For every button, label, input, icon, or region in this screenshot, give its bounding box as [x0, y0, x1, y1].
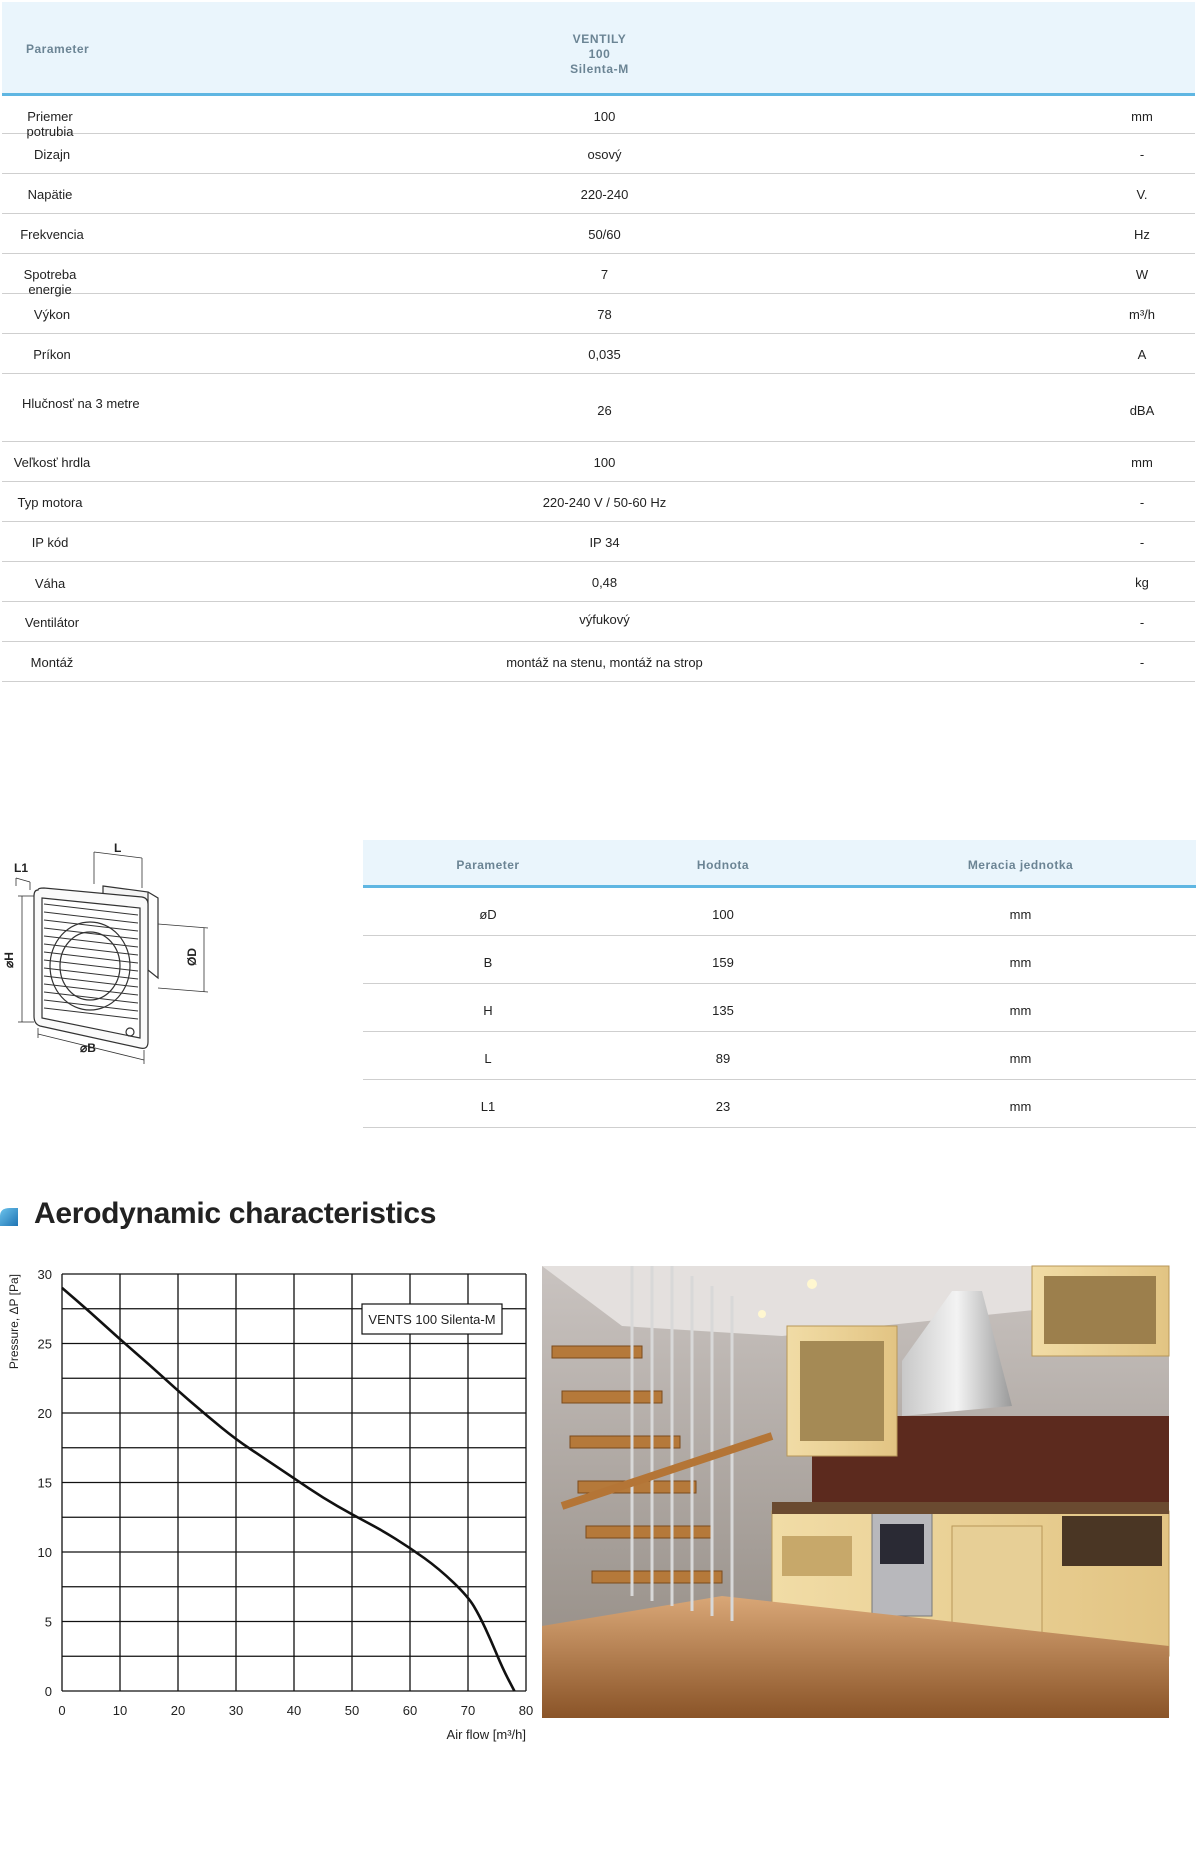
- y-axis-label: Pressure, ΔP [Pa]: [7, 1274, 21, 1370]
- x-tick-label: 0: [58, 1703, 66, 1718]
- x-tick-label: 30: [228, 1703, 244, 1718]
- spec-row-value: 50/60: [588, 227, 621, 242]
- y-tick-label: 25: [37, 1336, 52, 1352]
- fan-dimension-drawing: [2, 838, 208, 1096]
- dims-row-unit: mm: [1009, 955, 1032, 970]
- spec-header-parameter: Parameter: [26, 42, 90, 56]
- spec-row-unit: mm: [1131, 455, 1153, 470]
- y-tick-label: 30: [37, 1267, 52, 1282]
- drawing-label-d: ØD: [185, 948, 199, 966]
- dims-row-unit: mm: [1009, 1003, 1032, 1018]
- spec-row-value: 0,48: [591, 575, 618, 590]
- spec-row: [2, 522, 1195, 562]
- dims-row: [363, 1080, 1196, 1128]
- spec-row-value: 7: [600, 267, 609, 282]
- spec-header-product-line2: 100: [588, 47, 611, 61]
- kitchen-photo: [542, 1266, 1169, 1718]
- dims-row-value: 100: [712, 907, 734, 922]
- spec-header-product: [492, 32, 707, 77]
- spec-row-value: výfukový: [579, 612, 630, 627]
- spec-row-label: Výkon: [33, 307, 71, 322]
- spec-row-label: Ventilátor: [24, 615, 80, 630]
- dims-header-value: Hodnota: [696, 858, 750, 872]
- y-tick-label: 0: [44, 1684, 52, 1699]
- spec-row-label: Dizajn: [33, 147, 71, 162]
- spec-row-unit: Hz: [1134, 227, 1150, 242]
- spec-row: [2, 96, 1195, 139]
- spec-header-product-line1: VENTILY: [572, 32, 627, 46]
- dims-row-value: 23: [715, 1099, 731, 1114]
- dims-row-parameter: øD: [479, 907, 497, 922]
- spec-table-header: [2, 2, 1195, 96]
- spec-row-label: Priemer potrubia: [26, 109, 74, 139]
- dims-row-unit: mm: [1009, 907, 1032, 922]
- spec-row: [2, 442, 1195, 482]
- spec-row-label: Príkon: [33, 347, 71, 362]
- spec-row: [2, 374, 1195, 442]
- dims-row: [363, 888, 1196, 936]
- dims-header-parameter: Parameter: [456, 858, 520, 872]
- spec-row-unit: -: [1139, 535, 1145, 550]
- spec-row-label: Hlučnosť na 3 metre: [22, 396, 140, 411]
- x-tick-label: 40: [286, 1703, 302, 1718]
- spec-row-value: osový: [587, 147, 622, 162]
- spec-row-unit: -: [1139, 147, 1145, 162]
- x-tick-label: 70: [460, 1703, 476, 1718]
- spec-row-label: Váha: [34, 576, 66, 591]
- dims-row-value: 135: [712, 1003, 734, 1018]
- spec-row-value: 78: [597, 307, 612, 322]
- spec-row: [2, 214, 1195, 254]
- spec-row-value: IP 34: [589, 535, 620, 550]
- spec-row: [2, 562, 1195, 602]
- drawing-label-l1: L1: [14, 861, 29, 875]
- spec-row: [2, 602, 1195, 642]
- spec-row: [2, 134, 1195, 174]
- spec-row-unit: -: [1139, 615, 1145, 630]
- spec-row: [2, 334, 1195, 374]
- spec-row-label: Napätie: [27, 187, 73, 202]
- spec-row: [2, 642, 1195, 682]
- legend-label: VENTS 100 Silenta-M: [368, 1312, 496, 1327]
- spec-row-unit: -: [1139, 655, 1145, 670]
- dims-row-unit: mm: [1009, 1099, 1032, 1114]
- x-tick-label: 60: [402, 1703, 418, 1718]
- spec-row-label: Veľkosť hrdla: [13, 455, 91, 470]
- spec-row-value: 100: [593, 109, 616, 124]
- drawing-label-h: ⌀H: [2, 952, 16, 968]
- x-tick-label: 50: [344, 1703, 360, 1718]
- spec-row-unit: mm: [1131, 109, 1153, 124]
- spec-row-unit: -: [1139, 495, 1145, 510]
- spec-row-label: IP kód: [31, 535, 69, 550]
- spec-row-label: Montáž: [30, 655, 74, 670]
- spec-row-unit: W: [1135, 267, 1149, 282]
- spec-header-product-line3: Silenta-M: [570, 62, 629, 76]
- drawing-label-l: L: [114, 841, 122, 855]
- dims-row-value: 89: [715, 1051, 731, 1066]
- dims-row-parameter: L: [484, 1051, 492, 1066]
- section-marker-icon: [0, 1208, 18, 1226]
- dims-row-unit: mm: [1009, 1051, 1032, 1066]
- spec-row-unit: m³/h: [1129, 307, 1155, 322]
- x-tick-label: 20: [170, 1703, 186, 1718]
- spec-row-label: Typ motora: [17, 495, 83, 510]
- dims-row-value: 159: [712, 955, 734, 970]
- dims-row: [363, 936, 1196, 984]
- y-tick-label: 10: [37, 1545, 52, 1560]
- dims-row: [363, 1032, 1196, 1080]
- dims-row-parameter: H: [483, 1003, 493, 1018]
- series-line: [62, 1288, 514, 1691]
- x-tick-label: 10: [112, 1703, 128, 1718]
- spec-row-value: montáž na stenu, montáž na strop: [506, 655, 703, 670]
- dimensions-table-header: [363, 840, 1196, 888]
- spec-row: [2, 174, 1195, 214]
- spec-row-value: 0,035: [588, 347, 621, 362]
- spec-row-unit: dBA: [1129, 403, 1155, 418]
- spec-row-label: Spotreba energie: [23, 267, 77, 297]
- y-tick-label: 5: [44, 1614, 52, 1630]
- spec-row-unit: kg: [1135, 575, 1149, 590]
- section-title: Aerodynamic characteristics: [34, 1197, 437, 1230]
- spec-row-value: 100: [593, 455, 616, 470]
- y-tick-label: 15: [37, 1475, 52, 1491]
- spec-row-value: 220-240 V / 50-60 Hz: [542, 495, 667, 510]
- spec-table: [2, 2, 1195, 682]
- aerodynamic-chart: [0, 1258, 540, 1758]
- x-tick-label: 80: [518, 1703, 534, 1718]
- spec-row-label: Frekvencia: [20, 227, 84, 242]
- x-axis-label: Air flow [m³/h]: [446, 1727, 526, 1742]
- y-tick-label: 20: [37, 1406, 52, 1421]
- dims-header-unit: Meracia jednotka: [967, 858, 1074, 872]
- dims-row-parameter: L1: [480, 1099, 496, 1114]
- spec-row-value: 26: [597, 403, 612, 418]
- spec-row: [2, 254, 1195, 297]
- spec-row: [2, 294, 1195, 334]
- spec-row: [2, 482, 1195, 522]
- spec-row-value: 220-240: [580, 187, 629, 202]
- dims-row: [363, 984, 1196, 1032]
- drawing-label-b: ⌀B: [80, 1041, 96, 1055]
- spec-row-unit: V.: [1136, 187, 1148, 202]
- spec-row-unit: A: [1137, 347, 1147, 362]
- dimensions-table: [363, 840, 1196, 1128]
- dims-row-parameter: B: [483, 955, 493, 970]
